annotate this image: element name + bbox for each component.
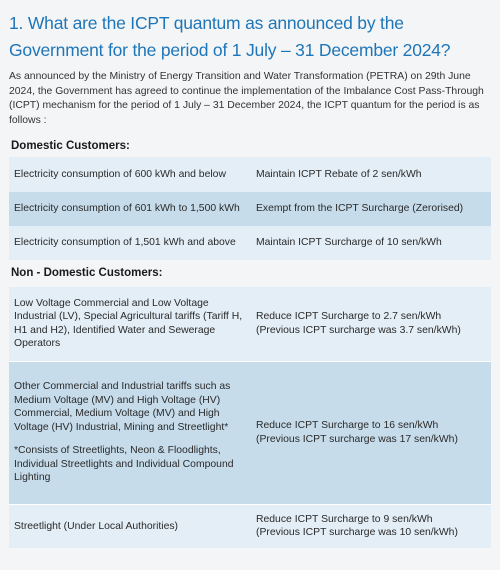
rate-cell: Maintain ICPT Rebate of 2 sen/kWh (251, 157, 491, 192)
category-cell: Streetlight (Under Local Authorities) (9, 504, 251, 548)
table-row (9, 287, 491, 361)
table-row (9, 192, 491, 226)
category-cell: Electricity consumption of 1,501 kWh and above (9, 226, 251, 260)
previous-rate-text: (Previous ICPT surcharge was 17 sen/kWh) (256, 433, 458, 445)
rate-cell: Exempt from the ICPT Surcharge (Zerorised) (251, 192, 491, 226)
table-row (9, 361, 491, 504)
table-row (9, 226, 491, 260)
previous-rate-text: (Previous ICPT surcharge was 3.7 sen/kWh) (256, 324, 461, 336)
intro-paragraph: As announced by the Ministry of Energy Transition and Water Transformation (PETRA) on 29th June 2024, the Government has agreed to continue the implementation of the Imbalance Cost Pass-Through (ICPT) mechanism for the period of 1 July – 31 December 2024, the ICPT quantum for the period is as follows : (9, 71, 484, 126)
category-cell: Electricity consumption of 600 kWh and below (9, 157, 251, 192)
rate-cell: Maintain ICPT Surcharge of 10 sen/kWh (251, 226, 491, 260)
table-row (9, 504, 491, 548)
rate-cell (251, 361, 491, 504)
rate-text: Reduce ICPT Surcharge to 2.7 sen/kWh (256, 311, 442, 323)
previous-rate-text: (Previous ICPT surcharge was 10 sen/kWh) (256, 527, 458, 539)
rate-cell (251, 504, 491, 548)
footnote-text: *Consists of Streetlights, Neon & Floodlights, Individual Streetlights and Individual Compound Lighting (14, 445, 234, 484)
question-title: 1. What are the ICPT quantum as announced by the Government for the period of 1 July – 31 December 2024? (9, 13, 451, 60)
rate-text: Reduce ICPT Surcharge to 9 sen/kWh (256, 513, 433, 525)
rate-text: Reduce ICPT Surcharge to 16 sen/kWh (256, 420, 439, 431)
category-cell (9, 361, 251, 504)
rate-cell (251, 287, 491, 361)
category-cell: Low Voltage Commercial and Low Voltage Industrial (LV), Special Agricultural tariffs (Tariff H, H1 and H2), Identified Water and Sewerage Operators (9, 287, 251, 361)
category-cell: Electricity consumption of 601 kWh to 1,500 kWh (9, 192, 251, 226)
non-domestic-table (9, 287, 491, 548)
table-row (9, 157, 491, 192)
domestic-table (9, 157, 491, 260)
category-text: Other Commercial and Industrial tariffs such as Medium Voltage (MV) and High Voltage (HV) Commercial, Medium Voltage (MV) and High Voltage (HV) Industrial, Mining and Streetlight* (14, 381, 231, 433)
domestic-heading: Domestic Customers: (11, 140, 130, 152)
non-domestic-heading: Non - Domestic Customers: (11, 267, 163, 279)
